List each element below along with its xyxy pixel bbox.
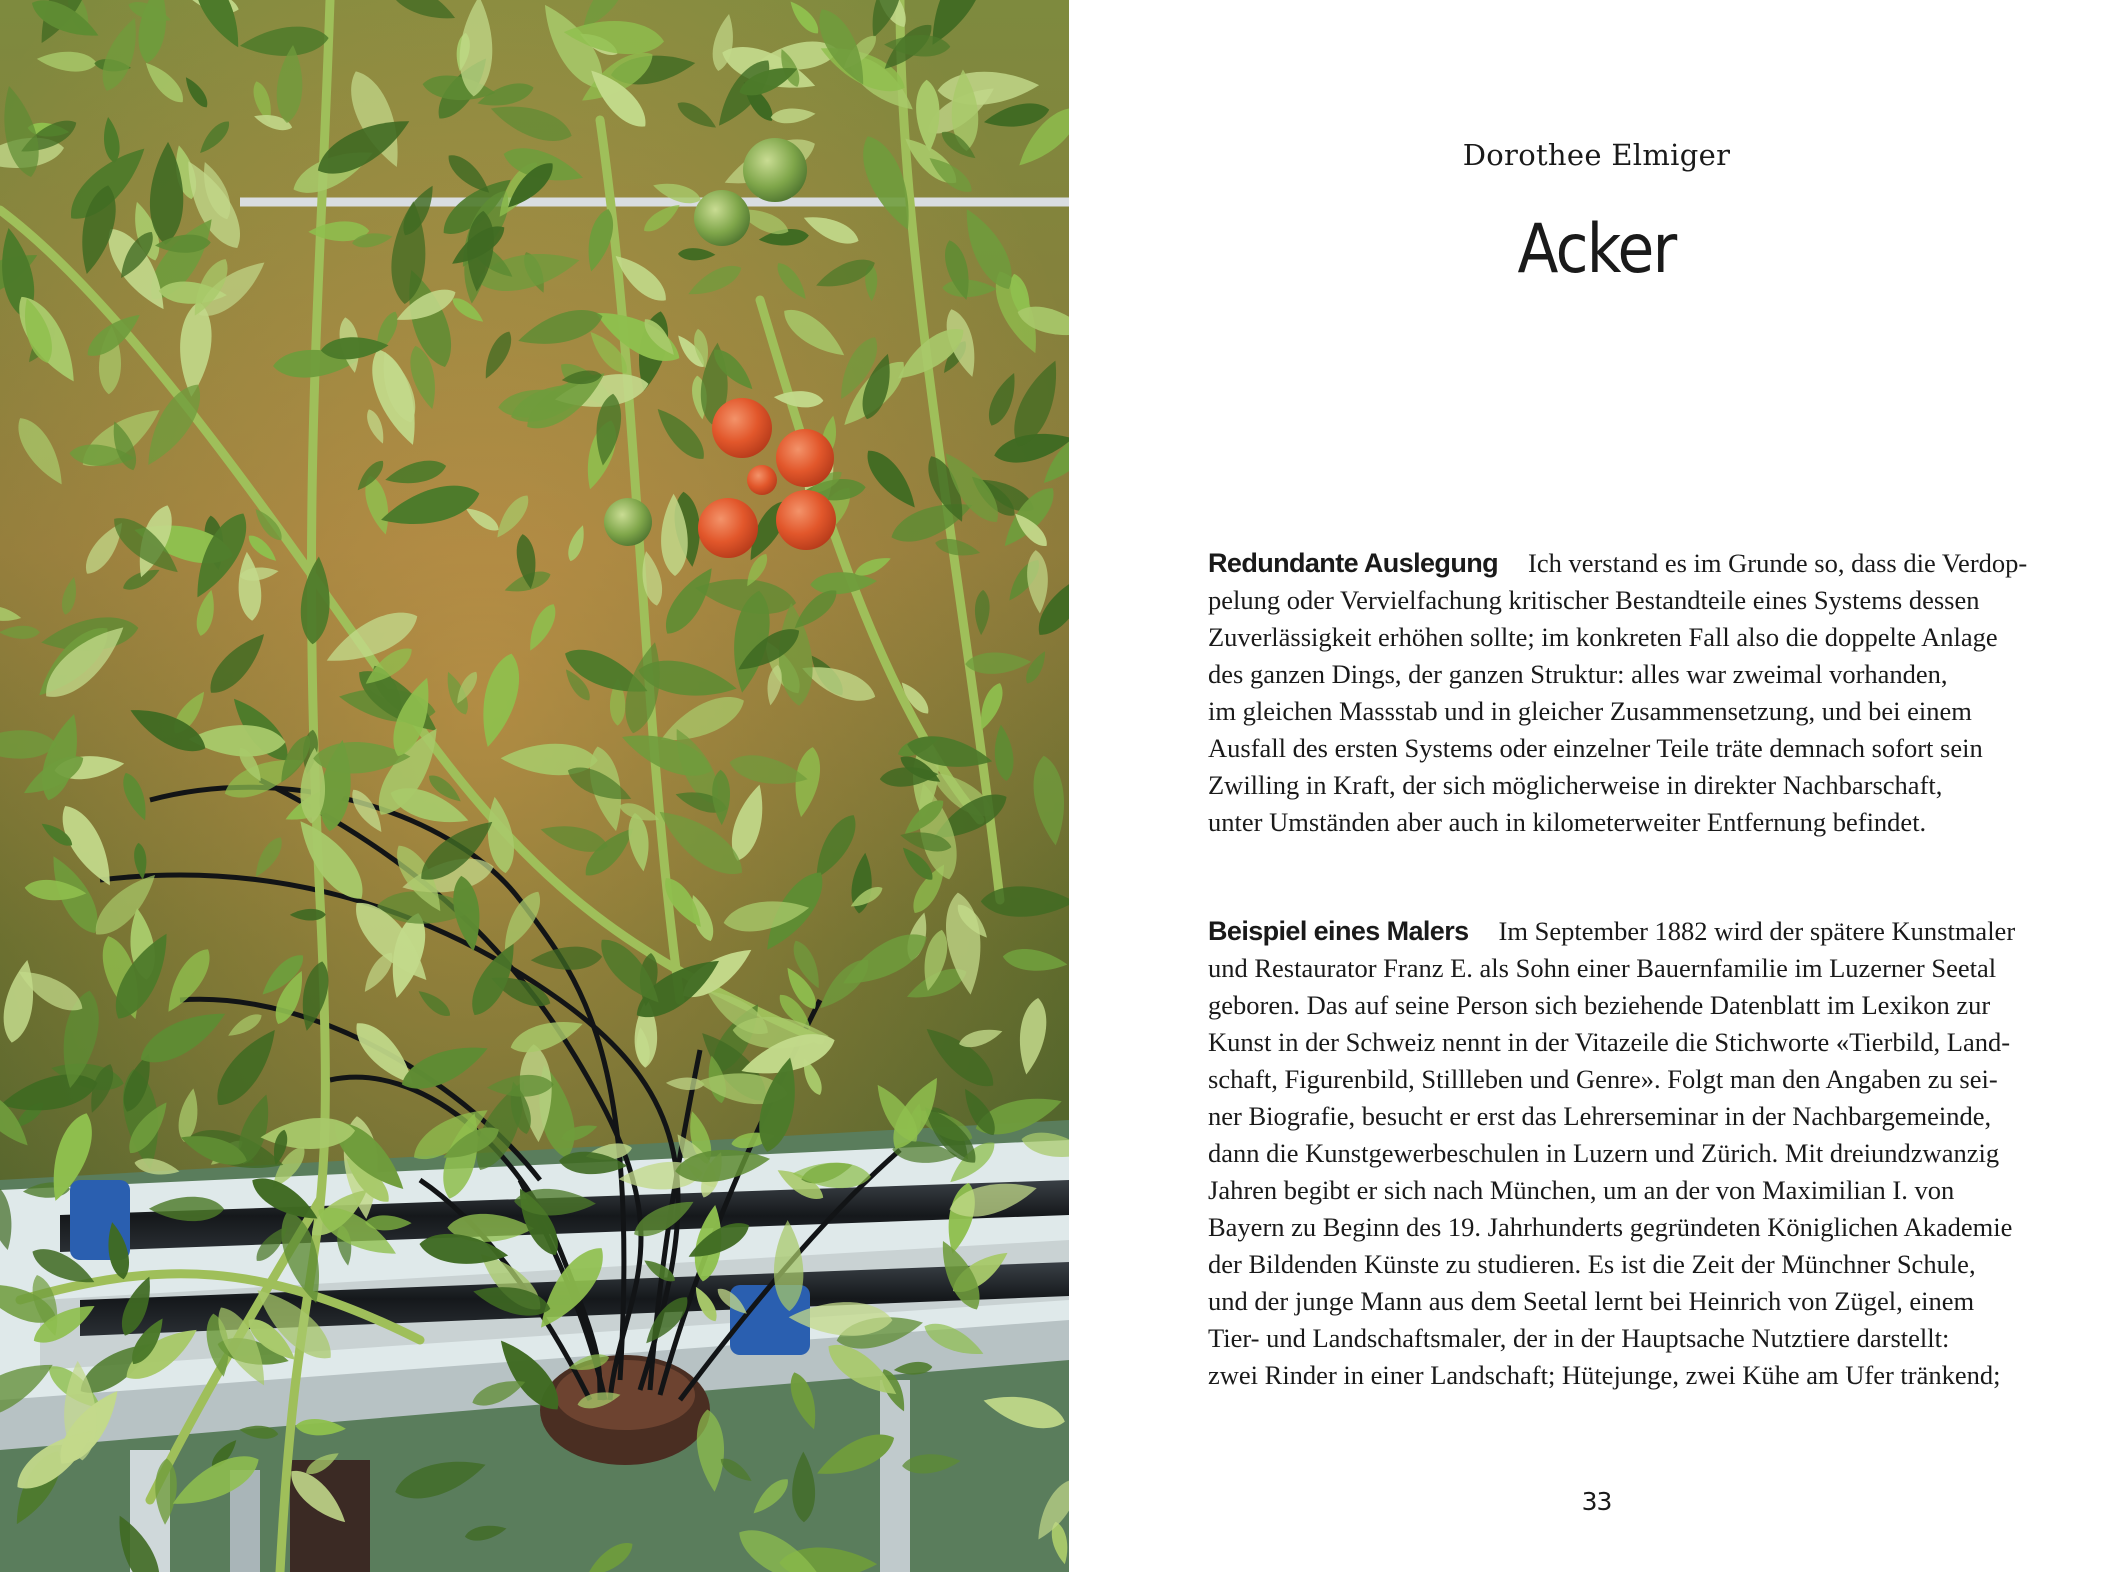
text-line: dann die Kunstgewerbeschulen in Luzern und Zürich. Mit dreiundzwanzig	[1208, 1138, 2000, 1168]
text-line: Tier- und Landschaftsmaler, der in der Hauptsache Nutztiere darstellt:	[1208, 1323, 1950, 1353]
section-redundante-auslegung	[1208, 545, 2038, 841]
text-line: Zuverlässigkeit erhöhen sollte; im konkreten Fall also die doppelte Anlage	[1208, 622, 1998, 652]
page-title: Acker	[1517, 210, 1676, 289]
green-tomato	[743, 138, 807, 202]
text-page	[1069, 0, 2124, 1572]
ripe-tomato	[698, 498, 758, 558]
text-line: ner Biografie, besucht er erst das Lehrerseminar in der Nachbargemeinde,	[1208, 1101, 1992, 1131]
text-line: geboren. Das auf seine Person sich beziehende Datenblatt im Lexikon zur	[1208, 990, 1991, 1020]
text-line: des ganzen Dings, der ganzen Struktur: alles war zweimal vorhanden,	[1208, 659, 1948, 689]
text-line: unter Umständen aber auch in kilometerweiter Entfernung befindet.	[1208, 807, 1927, 837]
text-line: zwei Rinder in einer Landschaft; Hütejunge, zwei Kühe am Ufer tränkend;	[1208, 1360, 2001, 1390]
section-heading: Beispiel eines Malers	[1208, 916, 1469, 946]
text-line: im gleichen Massstab und in gleicher Zusammensetzung, und bei einem	[1208, 696, 1972, 726]
section-beispiel-eines-malers	[1208, 913, 2038, 1394]
text-line: und Restaurator Franz E. als Sohn einer Bauernfamilie im Luzerner Seetal	[1208, 953, 1997, 983]
ripe-tomato	[712, 398, 772, 458]
ripe-tomato	[776, 490, 836, 550]
text-line: der Bildenden Künste zu studieren. Es ist die Zeit der Münchner Schule,	[1208, 1249, 1976, 1279]
text-line: Bayern zu Beginn des 19. Jahrhunderts gegründeten Königlichen Akademie	[1208, 1212, 2013, 1242]
text-line: Jahren begibt er sich nach München, um an der von Maximilian I. von	[1208, 1175, 1955, 1205]
ripe-tomato	[747, 465, 777, 495]
green-tomato	[604, 498, 652, 546]
text-line: Redundante Auslegung Ich verstand es im Grunde so, dass die Verdop-	[1208, 548, 2028, 578]
ripe-tomato	[776, 429, 834, 487]
text-line: Ausfall des ersten Systems oder einzelner Teile träte demnach sofort sein	[1208, 733, 1983, 763]
green-tomato	[694, 190, 750, 246]
section-heading: Redundante Auslegung	[1208, 548, 1498, 578]
text-line: und der junge Mann aus dem Seetal lernt bei Heinrich von Zügel, einem	[1208, 1286, 1975, 1316]
text-line: pelung oder Vervielfachung kritischer Bestandteile eines Systems dessen	[1208, 585, 1980, 615]
text-line: schaft, Figurenbild, Stillleben und Genre». Folgt man den Angaben zu sei-	[1208, 1064, 1998, 1094]
text-line: Zwilling in Kraft, der sich möglicherweise in direkter Nachbarschaft,	[1208, 770, 1943, 800]
author-name: Dorothee Elmiger	[1462, 138, 1731, 172]
page-number: 33	[1581, 1487, 1612, 1516]
text-line: Beispiel eines Malers Im September 1882 wird der spätere Kunstmaler	[1208, 916, 2016, 946]
text-line: Kunst in der Schweiz nennt in der Vitazeile die Stichworte «Tierbild, Land-	[1208, 1027, 2011, 1057]
